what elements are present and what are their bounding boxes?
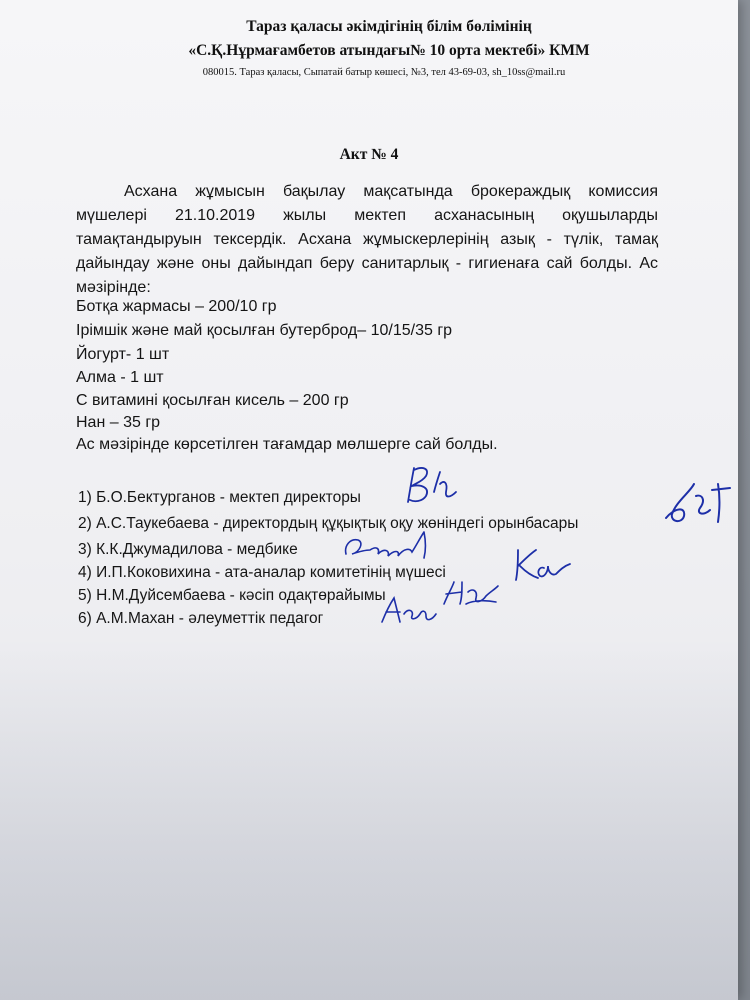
header-org-line: Тараз қаласы әкімдігінің білім бөлімінің <box>246 18 532 35</box>
signatory-line: 2) А.С.Таукебаева - директордың құқықтық оқу жөніндегі орынбасары <box>78 515 579 532</box>
menu-item: С витамині қосылған кисель – 200 гр <box>76 392 349 409</box>
menu-item: Ботқа жармасы – 200/10 гр <box>76 298 277 315</box>
header-school-name: «С.Қ.Нұрмағамбетов атындағы№ 10 орта мектебі» КММ <box>188 42 590 59</box>
menu-item: Нан – 35 гр <box>76 414 161 431</box>
signatory-line: 5) Н.М.Дуйсембаева - кәсіп одақтөрайымы <box>78 587 386 604</box>
menu-item: Ірімшік және май қосылған бутерброд– 10/15/35 гр <box>76 322 453 339</box>
signature-4 <box>510 546 574 586</box>
signature-5 <box>438 576 502 610</box>
signatory-line: 4) И.П.Коковихина - ата-аналар комитетінің мүшесі <box>78 564 446 581</box>
signature-3 <box>340 528 432 564</box>
header-address: 080015. Тараз қаласы, Сыпатай батыр көшесі, №3, тел 43-69-03, sh_10ss@mail.ru <box>202 67 566 78</box>
act-paragraph: Асхана жұмысын бақылау мақсатында брокераждық комиссия мүшелері 21.10.2019 жылы мектеп асханасының оқушыларды тамақтандыруын тексердік. Асхана жұмыскерлерінің азық - түлік, тамақ дайындау және оны дайындап беру санитарлық - гигиенаға сай болды. Ас мәзірінде: <box>76 183 658 296</box>
document-title: Акт № 4 <box>339 146 399 163</box>
signature-2 <box>660 478 738 530</box>
signatory-line: 3) К.К.Джумадилова - медбике <box>78 541 298 558</box>
paper-shadow <box>0 640 738 1000</box>
menu-item: Йогурт- 1 шт <box>76 346 170 363</box>
signatory-line: 1) Б.О.Бектурганов - мектеп директоры <box>78 489 361 506</box>
signature-6 <box>378 592 442 628</box>
signatory-line: 6) А.М.Махан - әлеуметтік педагог <box>78 610 324 627</box>
menu-conclusion: Ас мәзірінде көрсетілген тағамдар мөлшерге сай болды. <box>76 436 498 453</box>
signature-1 <box>400 462 470 510</box>
menu-item: Алма - 1 шт <box>76 369 164 386</box>
